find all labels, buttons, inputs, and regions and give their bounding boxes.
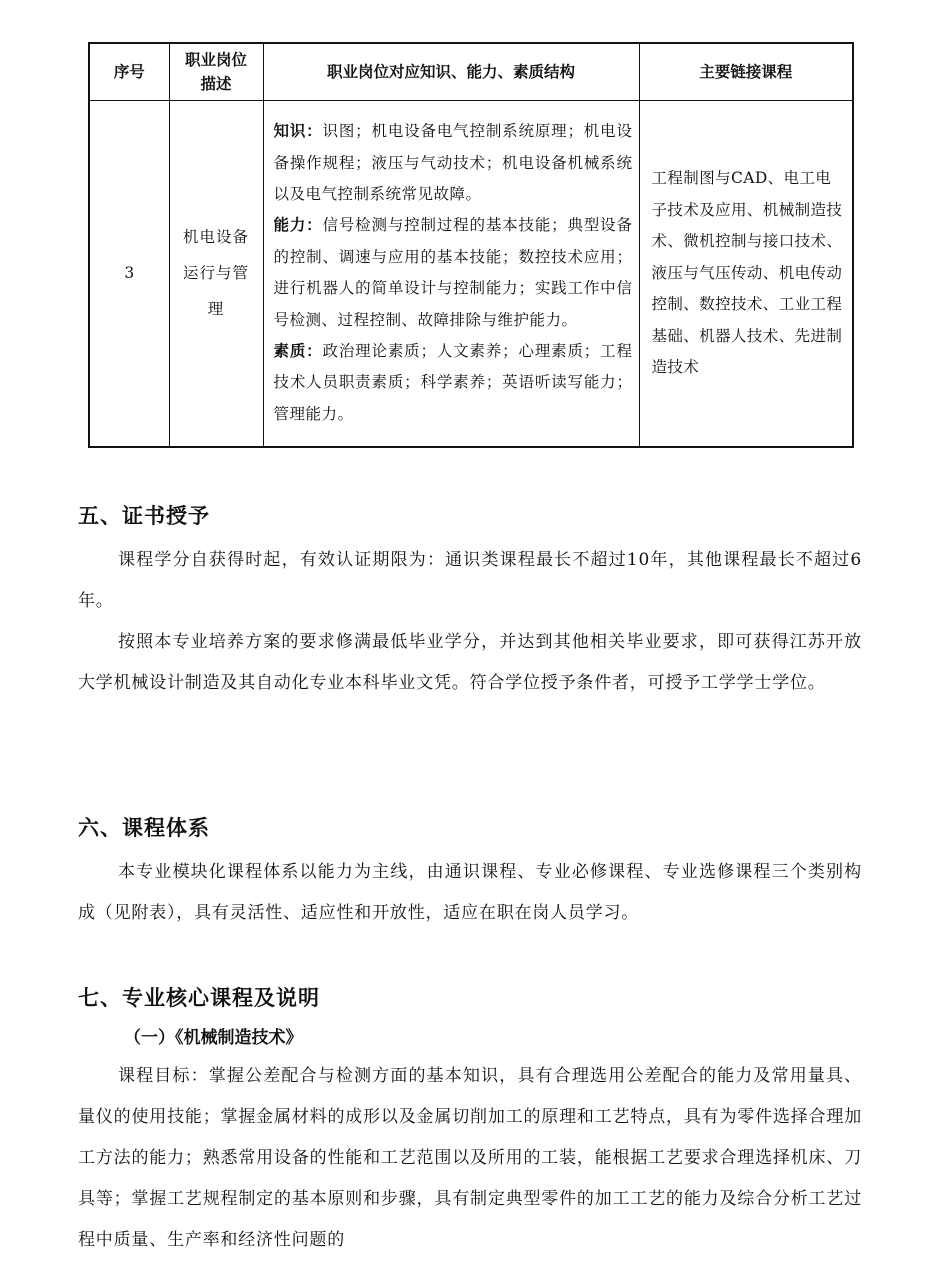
section-5-paragraph-1: 课程学分自获得时起，有效认证期限为：通识类课程最长不超过10年，其他课程最长不超过6年。	[78, 550, 862, 611]
knowledge-text: 识图；机电设备电气控制系统原理；机电设备操作规程；液压与气动技术；机电设备机械系统以及电气控制系统常见故障。	[273, 122, 633, 204]
header-structure: 职业岗位对应知识、能力、素质结构	[263, 43, 639, 101]
curriculum-table	[88, 42, 854, 448]
cell-serial: 3	[89, 101, 169, 447]
section-6-title: 六、课程体系	[78, 816, 210, 840]
ability-text: 信号检测与控制过程的基本技能；典型设备的控制、调速与应用的基本技能；数控技术应用；进行机器人的简单设计与控制能力；实践工作中信号检测、过程控制、故障排除与维护能力。	[273, 216, 633, 329]
table-header-row	[89, 43, 853, 101]
section-6-paragraph-1: 本专业模块化课程体系以能力为主线，由通识课程、专业必修课程、专业选修课程三个类别构成（见附表），具有灵活性、适应性和开放性，适应在职在岗人员学习。	[78, 862, 862, 923]
ability-block	[274, 210, 633, 336]
cell-position: 机电设备运行与管理	[169, 101, 263, 447]
quality-block	[274, 336, 633, 430]
quality-label: 素质：	[273, 342, 323, 361]
section-5-title: 五、证书授予	[78, 504, 210, 528]
cell-courses: 工程制图与CAD、电工电子技术及应用、机械制造技术、微机控制与接口技术、液压与气压传动、机电传动控制、数控技术、工业工程基础、机器人技术、先进制造技术	[639, 101, 853, 447]
header-serial: 序号	[89, 43, 169, 101]
quality-text: 政治理论素质；人文素养；心理素质；工程技术人员职责素质；科学素养；英语听读写能力；管理能力。	[273, 342, 633, 423]
section-7-subtitle: （一）《机械制造技术》	[124, 1028, 303, 1048]
section-7-title: 七、专业核心课程及说明	[78, 986, 320, 1010]
knowledge-label: 知识：	[273, 122, 323, 141]
knowledge-block	[274, 116, 633, 210]
header-courses: 主要链接课程	[639, 43, 853, 101]
ability-label: 能力：	[273, 216, 323, 235]
section-7-paragraph-1: 课程目标：掌握公差配合与检测方面的基本知识，具有合理选用公差配合的能力及常用量具、量仪的使用技能；掌握金属材料的成形以及金属切削加工的原理和工艺特点，具有为零件选择合理加工方法的能力；熟悉常用设备的性能和工艺范围以及所用的工装，能根据工艺要求合理选择机床、刀具等；掌握工艺规程制定的基本原则和步骤，具有制定典型零件的加工工艺的能力及综合分析工艺过程中质量、生产率和经济性问题的	[78, 1066, 862, 1250]
table-row	[89, 101, 853, 447]
cell-structure	[263, 101, 639, 447]
section-5-paragraph-2: 按照本专业培养方案的要求修满最低毕业学分，并达到其他相关毕业要求，即可获得江苏开放大学机械设计制造及其自动化专业本科毕业文凭。符合学位授予条件者，可授予工学学士学位。	[78, 632, 862, 693]
header-position	[169, 43, 263, 101]
header-position-text: 职业岗位 描述	[184, 51, 247, 93]
